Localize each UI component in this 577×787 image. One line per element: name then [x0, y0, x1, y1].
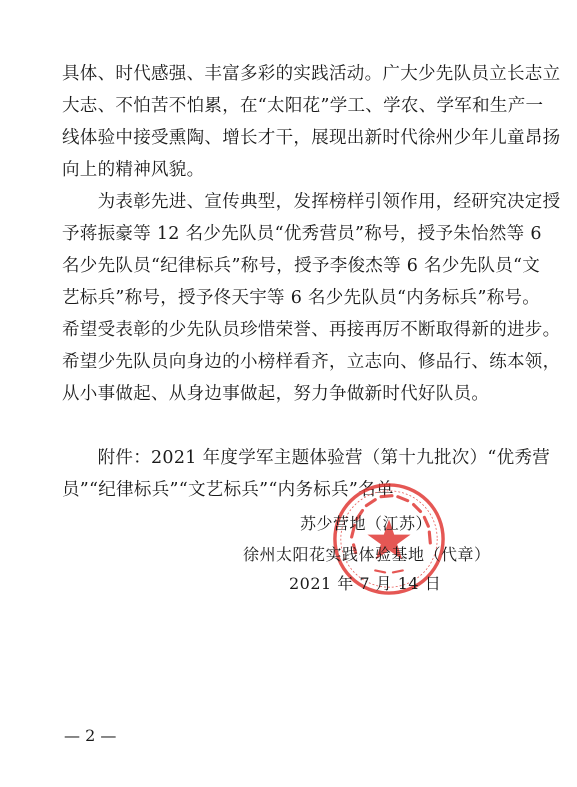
body-line: 具体、时代感强、丰富多彩的实践活动。广大少先队员立长志立: [62, 64, 561, 84]
body-line: 希望受表彰的少先队员珍惜荣誉、再接再厉不断取得新的进步。: [62, 320, 561, 340]
body-line: 为表彰先进、宣传典型，发挥榜样引领作用，经研究决定授: [62, 192, 561, 212]
body-line: 向上的精神风貌。: [62, 160, 205, 180]
attachment-line: 员”“纪律标兵”“文艺标兵”“内务标兵”名单: [62, 480, 394, 500]
signature-org-2: 徐州太阳花实践体验基地（代章）: [243, 545, 491, 564]
body-line: 大志、不怕苦不怕累，在“太阳花”学工、学农、学军和生产一: [62, 96, 544, 116]
body-line: 从小事做起、从身边事做起，努力争做新时代好队员。: [62, 384, 490, 404]
body-line: 名少先队员“纪律标兵”称号，授予李俊杰等 6 名少先队员“文: [62, 256, 541, 276]
body-line: 线体验中接受熏陶、增长才干，展现出新时代徐州少年儿童昂扬: [62, 128, 561, 148]
body-line: 艺标兵”称号，授予佟天宇等 6 名少先队员“内务标兵”称号。: [62, 288, 541, 308]
body-line: 予蒋振豪等 12 名少先队员“优秀营员”称号，授予朱怡然等 6: [62, 224, 542, 244]
seal-bottom-marks: [375, 570, 403, 572]
signature-date: 2021 年 7 月 14 日: [289, 574, 442, 593]
body-line: 希望少先队员向身边的小榜样看齐，立志向、修品行、练本领，: [62, 352, 561, 372]
page-number: — 2 —: [64, 726, 117, 745]
signature-org-1: 苏少营地（江苏）: [300, 514, 433, 533]
attachment-line: 附件：2021 年度学军主题体验营（第十九批次）“优秀营: [62, 448, 551, 468]
